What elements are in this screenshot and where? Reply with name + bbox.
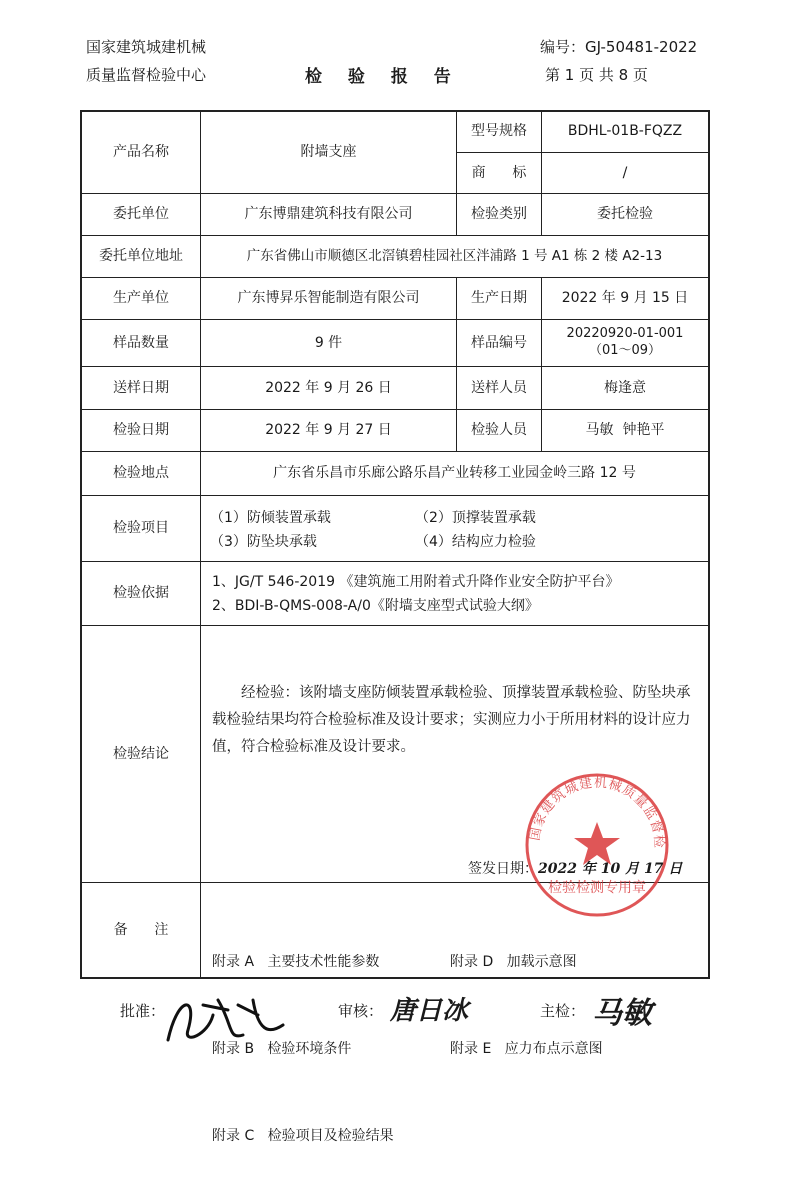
production-date-value: 2022 年 9 月 15 日 <box>561 290 689 307</box>
remarks-label: 备 注 <box>113 921 169 938</box>
product-name-value: 附墙支座 <box>300 143 357 160</box>
delivery-date-value: 2022 年 9 月 26 日 <box>265 379 392 396</box>
remarks-right <box>450 890 603 1093</box>
appendix-c: 附录 C 检验项目及检验结果 <box>212 1128 394 1144</box>
client-address-value: 广东省佛山市顺德区北滘镇碧桂园社区泮浦路 1 号 A1 栋 2 楼 A2-13 <box>246 247 663 264</box>
manufacturer-label: 生产单位 <box>113 290 169 307</box>
inspection-type-value: 委托检验 <box>597 206 653 223</box>
sign-date <box>468 858 682 878</box>
org-name-line1: 国家建筑城建机械 <box>86 38 207 56</box>
client-address-label: 委托单位地址 <box>99 248 183 265</box>
production-date-label: 生产日期 <box>471 290 527 307</box>
client-value: 广东博鼎建筑科技有限公司 <box>244 206 413 223</box>
brand-label: 商 标 <box>471 164 527 181</box>
basis-2: 2、BDI-B-QMS-008-A/0《附墙支座型式试验大纲》 <box>212 598 539 614</box>
inspector-signature: 马敏 <box>592 996 652 1031</box>
manufacturer-value: 广东博昇乐智能制造有限公司 <box>237 290 420 307</box>
inspection-date-value: 2022 年 9 月 27 日 <box>265 422 392 439</box>
sign-date-label: 签发日期： <box>468 861 538 877</box>
appendix-e: 附录 E 应力布点示意图 <box>450 1041 603 1057</box>
sample-no-line1: 20220920-01-001 <box>566 326 684 342</box>
model-label: 型号规格 <box>471 123 527 140</box>
delivery-person-label: 送样人员 <box>471 379 527 396</box>
location-value: 广东省乐昌市乐廊公路乐昌产业转移工业园金岭三路 12 号 <box>273 465 636 482</box>
inspect-label: 主检： <box>540 1002 586 1020</box>
report-number: 编号：GJ-50481-2022 <box>540 38 698 56</box>
svg-text:检验检测专用章: 检验检测专用章 <box>548 880 646 896</box>
page-info: 第 1 页 共 8 页 <box>545 66 648 84</box>
item-1: （1）防倾装置承载 <box>210 510 331 526</box>
org-name-line2: 质量监督检验中心 <box>86 66 207 84</box>
sample-qty-value: 9 件 <box>314 334 343 351</box>
item-2: （2）顶撑装置承载 <box>415 510 536 526</box>
items-label: 检验项目 <box>113 520 169 537</box>
appendix-d: 附录 D 加载示意图 <box>450 954 577 970</box>
basis-1: 1、JG/T 546-2019 《建筑施工用附着式升降作业安全防护平台》 <box>212 574 620 590</box>
appendix-a: 附录 A 主要技术性能参数 <box>212 954 380 970</box>
sample-no-line2: （01～09） <box>588 343 662 358</box>
inspection-type-label: 检验类别 <box>471 206 527 223</box>
reviewer-signature: 唐日冰 <box>390 996 469 1026</box>
sample-no-value <box>542 320 708 366</box>
sign-date-value: 2022 年 10 月 17 日 <box>538 861 683 877</box>
sample-qty-label: 样品数量 <box>113 334 169 351</box>
inspector-value: 马敏 钟艳平 <box>585 422 665 439</box>
conclusion-label: 检验结论 <box>113 745 169 762</box>
sample-no-label: 样品编号 <box>471 334 527 351</box>
model-value: BDHL-01B-FQZZ <box>567 123 683 140</box>
inspection-date-label: 检验日期 <box>113 422 169 439</box>
basis-list <box>212 570 707 618</box>
brand-value: / <box>622 164 628 181</box>
inspector-label: 检验人员 <box>471 422 527 439</box>
conclusion-text: 经检验：该附墙支座防倾装置承载检验、顶撑装置承载检验、防坠块承载检验结果均符合检验标准及设计要求；实测应力小于所用材料的设计应力值，符合检验标准及设计要求。 <box>212 685 691 755</box>
item-3: （3）防坠块承载 <box>210 534 317 550</box>
approver-signature <box>158 985 298 1055</box>
basis-label: 检验依据 <box>113 585 169 602</box>
report-title: 检 验 报 告 <box>305 67 461 87</box>
delivery-date-label: 送样日期 <box>113 379 169 396</box>
product-name-label: 产品名称 <box>113 143 169 160</box>
items-list <box>210 506 705 554</box>
location-label: 检验地点 <box>113 465 169 482</box>
client-label: 委托单位 <box>113 206 169 223</box>
svg-text:国家建筑城建机械质量监督检验中心: 国家建筑城建机械质量监督检 <box>527 775 667 850</box>
review-label: 审核： <box>338 1002 384 1020</box>
appendix-b: 附录 B 检验环境条件 <box>212 1041 352 1057</box>
approve-label: 批准： <box>120 1002 166 1020</box>
item-4: （4）结构应力检验 <box>415 534 536 550</box>
delivery-person-value: 梅逢意 <box>604 379 646 396</box>
